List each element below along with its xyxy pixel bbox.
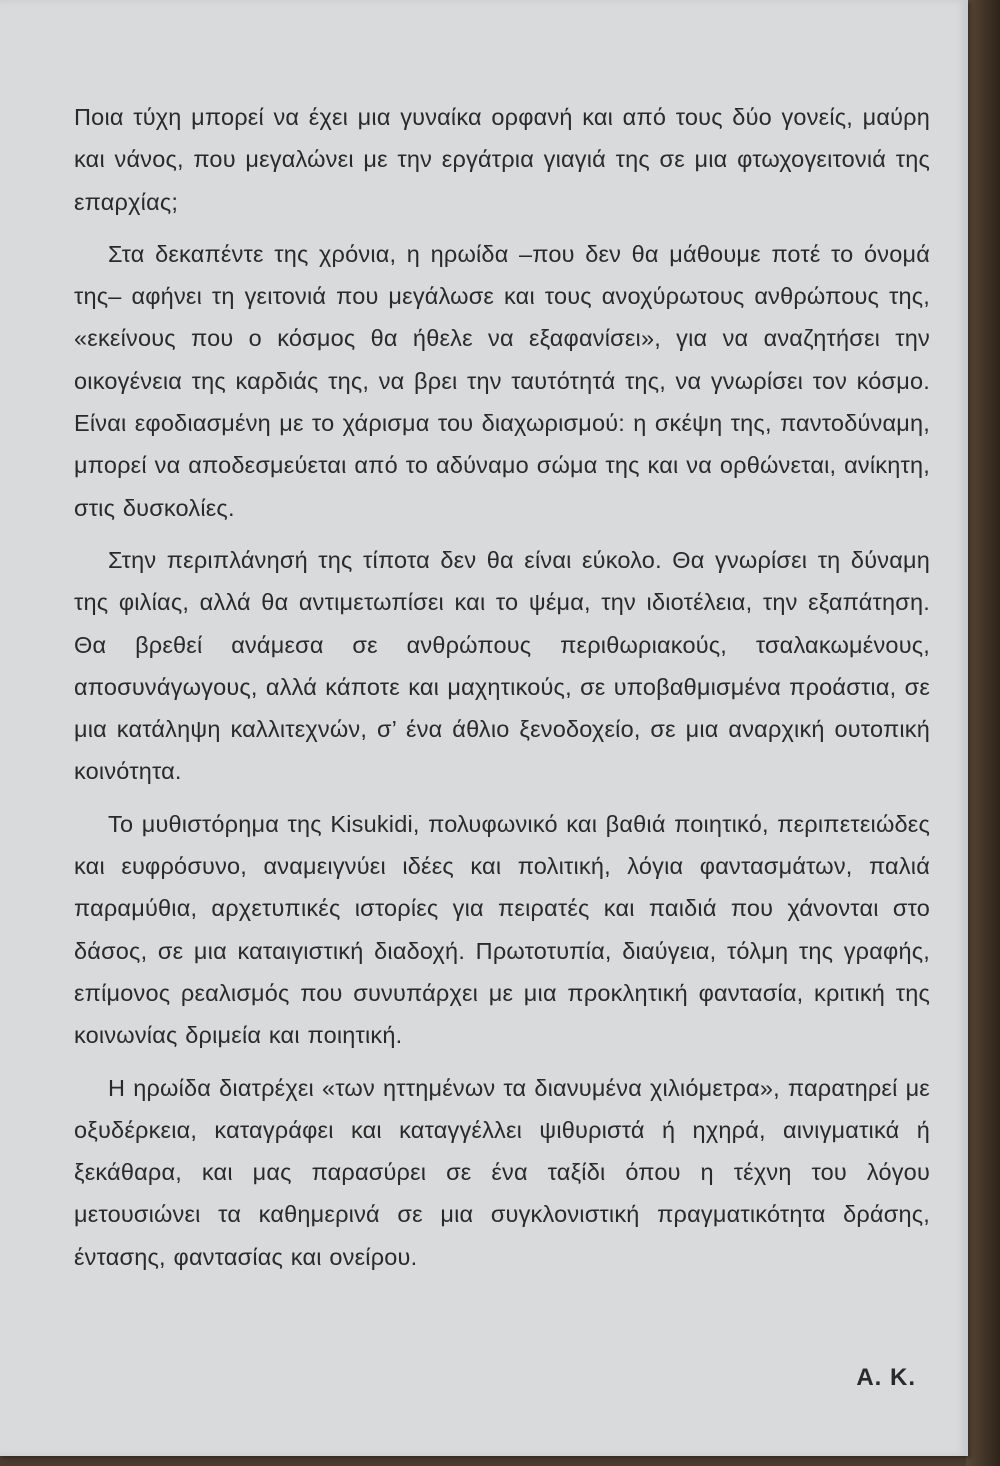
paragraph-novel: Το μυθιστόρημα της Kisukidi, πολυφωνικό και βαθιά ποιητικό, περιπετειώδες και ευφρόσυνο, αναμειγνύει ιδέες και πολιτική, λόγια φαντασμάτων, παλιά παραμύθια, αρχετυπικές ιστορίες για πειρατές και παιδιά που χάνονται στο δάσος, σε μια καταιγιστική διαδοχή. Πρωτοτυπία, διαύγεια, τόλμη της γραφής, επίμονος ρεαλισμός που συνυπάρχει με μια προκλητική φαντασία, κριτική της κοινωνίας δριμεία και ποιητική. bbox=[74, 810, 930, 1049]
blurb-text bbox=[74, 96, 930, 1288]
paragraph-intro: Ποια τύχη μπορεί να έχει μια γυναίκα ορφανή και από τους δύο γονείς, μαύρη και νάνος, που μεγαλώνει με την εργάτρια γιαγιά της σε μια φτωχογειτονιά της επαρχίας; bbox=[74, 104, 930, 215]
paragraph-wandering: Στην περιπλάνησή της τίποτα δεν θα είναι εύκολο. Θα γνωρίσει τη δύναμη της φιλίας, αλλά θα αντιμετωπίσει και το ψέμα, την ιδιοτέλεια, την εξαπάτηση. Θα βρεθεί ανάμεσα σε ανθρώπους περιθωριακούς, τσαλακωμένους, αποσυνάγωγους, αλλά κάποτε και μαχητικούς, σε υποβαθμισμένα προάστια, σε μια κατάληψη καλλιτεχνών, σ’ ένα άθλιο ξενοδοχείο, σε μια αναρχική ουτοπική κοινότητα. bbox=[74, 546, 930, 785]
paragraph-heroine: Στα δεκαπέντε της χρόνια, η ηρωίδα –που δεν θα μάθουμε ποτέ το όνομά της– αφήνει τη γειτονιά που μεγάλωσε και τους ανοχύρωτους ανθρώπους της, «εκείνους που ο κόσμος θα ήθελε να εξαφανίσει», για να αναζητήσει την οικογένεια της καρδιάς της, να βρει την ταυτότητά της, να γνωρίσει τον κόσμο. Είναι εφοδιασμένη με το χάρισμα του διαχωρισμού: η σκέψη της, παντοδύναμη, μπορεί να αποδεσμεύεται από το αδύναμο σώμα της και να ορθώνεται, ανίκητη, στις δυσκολίες. bbox=[74, 240, 930, 521]
table-surface bbox=[966, 0, 1000, 1466]
author-initials: Α. Κ. bbox=[856, 1364, 916, 1391]
paragraph-closing: Η ηρωίδα διατρέχει «των ηττημένων τα διανυμένα χιλιόμετρα», παρατηρεί με οξυδέρκεια, καταγράφει και καταγγέλλει ψιθυριστά ή ηχηρά, αινιγματικά ή ξεκάθαρα, και μας παρασύρει σε ένα ταξίδι όπου η τέχνη του λόγου μετουσιώνει τα καθημερινά σε μια συγκλονιστική πραγματικότητα δράσης, έντασης, φαντασίας και ονείρου. bbox=[74, 1074, 930, 1270]
